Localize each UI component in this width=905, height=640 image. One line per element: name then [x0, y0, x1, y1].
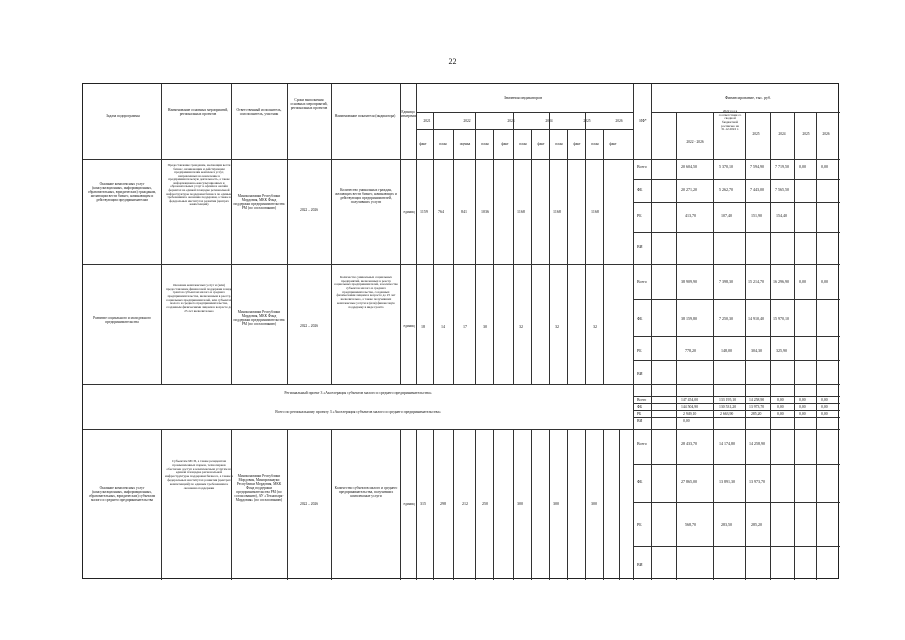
grid-line — [475, 429, 476, 580]
fin-value: 13 891,30 — [719, 479, 735, 484]
year-header: 2026 — [615, 119, 623, 123]
indicator-value: 1168 — [591, 209, 599, 214]
fin-source: ФБ — [637, 316, 643, 321]
grid-line — [633, 464, 840, 465]
fin-value: 15 970,10 — [773, 316, 789, 321]
fin-source: ВИ — [637, 244, 643, 249]
grid-line — [331, 84, 332, 384]
total-value: 130 531,20 — [719, 405, 737, 409]
fin-value: 5 262,70 — [719, 187, 733, 192]
row-exec: Минэкономики Республики Мордовия, МКК Фонд поддержки предпринимательства РМ (по согласованию) — [233, 310, 285, 327]
indicator-value: 298 — [440, 501, 446, 506]
fin-value: 0,00 — [799, 164, 806, 169]
grid-line — [816, 112, 817, 580]
header-fin-year: 2026 — [822, 132, 830, 136]
fin-value: 154,40 — [776, 213, 787, 218]
grid-line — [585, 429, 586, 580]
grid-line — [603, 129, 604, 384]
sub-header: факт — [501, 142, 509, 146]
total-value: 0,00 — [777, 398, 784, 402]
grid-line — [633, 179, 840, 180]
grid-line — [231, 84, 232, 384]
year-header: 2022 — [463, 119, 471, 123]
grid-line — [549, 112, 550, 384]
total-value: 285,20 — [751, 412, 762, 416]
indicator-value: 300 — [517, 501, 523, 506]
grid-line — [567, 129, 568, 384]
fin-value: 285,20 — [751, 522, 762, 527]
header-values-group: Значения индикаторов — [503, 95, 543, 100]
fin-value: 15 214,70 — [748, 279, 764, 284]
header-term: Сроки выполнения основных мероприятий, региональных проектов — [290, 98, 328, 111]
fin-value: 5 370,10 — [719, 164, 733, 169]
grid-line — [567, 429, 568, 580]
grid-line — [713, 112, 714, 580]
total-source: РБ — [637, 412, 642, 416]
indicator-value: 18 — [421, 324, 425, 329]
indicator-value: 1168 — [553, 209, 561, 214]
row-term: 2022 – 2026 — [300, 502, 318, 506]
indicator-value: 212 — [462, 501, 468, 506]
grid-line — [416, 112, 633, 113]
total-value: 133 195,10 — [719, 398, 737, 402]
fin-value: 7 594,90 — [750, 164, 764, 169]
row-term: 2022 – 2026 — [300, 208, 318, 212]
total-value: 0,00 — [799, 405, 806, 409]
sub-header: факт — [419, 142, 427, 146]
total-value: 0,00 — [683, 419, 690, 423]
total-source: ФБ — [637, 405, 643, 409]
grid-line — [676, 112, 677, 580]
grid-line — [531, 129, 532, 384]
grid-line — [633, 336, 840, 337]
grid-line — [633, 232, 840, 233]
indicator-value: 315 — [420, 501, 426, 506]
row-event: Субъектам МСП, а также резидентам промышленных парков, технопарков обеспечен доступ к комплексным услугам на единой площадке региональной инфраструктуры поддержки бизнеса, а также в федеральных институтах развития (центрах компетенций) по единым требованиям к оказанию поддержки — [165, 459, 233, 490]
indicator-value: 1159 — [420, 209, 428, 214]
indicator-table — [82, 83, 839, 579]
fin-value: 7 398,30 — [719, 279, 733, 284]
grid-line — [493, 429, 494, 580]
indicator-value: 300 — [553, 501, 559, 506]
total-value: 0,00 — [799, 398, 806, 402]
row-indicator: Количество уникальных граждан, желающих вести бизнес, начинающих и действующих предпринимателей, получивших услуги — [335, 188, 397, 205]
fin-value: 413,70 — [685, 213, 696, 218]
fin-value: 7 565,50 — [775, 187, 789, 192]
fin-value: 0,00 — [799, 279, 806, 284]
row-unit: единиц — [403, 502, 415, 506]
row-task: Развитие социального и молодежного предпринимательства — [93, 316, 151, 325]
grid-line — [493, 129, 494, 384]
header-source: ИФ* — [639, 119, 647, 123]
grid-line — [83, 429, 840, 430]
grid-line — [416, 129, 633, 130]
row-unit: единиц — [403, 210, 415, 214]
fin-source: РБ — [637, 522, 642, 527]
fin-source: РБ — [637, 348, 642, 353]
header-task: Задача подпрограммы — [106, 114, 140, 118]
grid-line — [513, 429, 514, 580]
sub-header: факт — [537, 142, 545, 146]
grid-line — [633, 202, 840, 203]
grid-line — [531, 429, 532, 580]
sub-header: план — [481, 142, 489, 146]
grid-line — [433, 429, 434, 580]
fin-value: 14 174,80 — [719, 441, 735, 446]
grid-line — [633, 396, 840, 397]
grid-line — [83, 384, 840, 385]
row-exec: Минэкономики Республики Мордовия, Минпромнауки Республики Мордовия, МКК Фонд поддержки предпринимательства РМ (по согласованию), АУ «Технопарк-Мордовия» (по согласованию) — [234, 474, 284, 503]
row-unit: единиц — [403, 324, 415, 328]
grid-line — [161, 84, 162, 384]
row-event: Оказание комплексных услуг и (или) предоставление финансовой поддержки в виде грантов субъектам малого и среднего предпринимательства, включенным в реестр социальных предпринимателей, или субъектам малого и среднего предпринимательства, созданным физическими лицами в возрасте до 25 лет включительно — [165, 283, 233, 313]
fin-source: ВИ — [637, 562, 643, 567]
fin-source: ВИ — [637, 371, 643, 376]
header-exec: Ответственный исполнитель, соисполнитель, участник — [236, 108, 282, 117]
grid-line — [633, 417, 840, 418]
grid-line — [475, 112, 476, 384]
sub-header: план — [439, 142, 447, 146]
fin-value: 7 250,30 — [719, 316, 733, 321]
total-value: 2 949,10 — [683, 412, 697, 416]
year-header: 2025 — [583, 119, 591, 123]
total-value: 2 663,90 — [720, 412, 734, 416]
fin-value: 568,70 — [685, 522, 696, 527]
total-value: 0,00 — [821, 412, 828, 416]
indicator-value: 1036 — [481, 209, 489, 214]
header-fin-year: 2025 — [802, 132, 810, 136]
fin-value: 27 865,00 — [681, 479, 697, 484]
grid-line — [400, 84, 401, 384]
sub-header: план — [591, 142, 599, 146]
grid-line — [453, 129, 454, 384]
sub-header: оценка — [459, 142, 471, 146]
fin-value: 778,20 — [685, 348, 696, 353]
header-fin-note: 2022 год в соответствии со сводной бюджетной росписью на 31.12.2022 г. — [718, 109, 742, 132]
grid-line — [453, 429, 454, 580]
row-task: Оказание комплексных услуг (консультационных, информационных, образовательных, юридических) субъектам малого и среднего предпринимательства — [88, 486, 156, 503]
fin-value: 148,00 — [721, 348, 732, 353]
grid-line — [513, 112, 514, 384]
header-event: Наименование основных мероприятий, региональных проектов — [167, 108, 229, 117]
fin-value: 38 909,90 — [681, 279, 697, 284]
grid-line — [745, 112, 746, 580]
grid-line — [794, 112, 795, 580]
grid-line — [231, 429, 232, 580]
grid-line — [651, 112, 840, 113]
sub-header: план — [555, 142, 563, 146]
grid-line — [400, 429, 401, 580]
fin-value: 13 973,70 — [749, 479, 765, 484]
total-title: Всего по региональному проекту 3 «Акселерация субъектов малого и среднего предпринимательства» — [275, 410, 441, 414]
grid-line — [287, 429, 288, 580]
grid-line — [619, 429, 620, 580]
grid-line — [83, 159, 840, 160]
sub-header: факт — [609, 142, 617, 146]
indicator-value: 764 — [438, 209, 444, 214]
indicator-value: 30 — [483, 324, 487, 329]
fin-source: ФБ — [637, 187, 643, 192]
grid-line — [633, 502, 840, 503]
indicator-value: 250 — [482, 501, 488, 506]
fin-value: 14 258,90 — [749, 441, 765, 446]
total-source: ВИ — [637, 419, 643, 423]
grid-line — [416, 429, 417, 580]
grid-line — [633, 546, 840, 547]
total-value: 0,00 — [821, 398, 828, 402]
fin-source: Всего — [637, 164, 647, 169]
indicator-value: 32 — [519, 324, 523, 329]
year-header: 2023 — [507, 119, 515, 123]
row-term: 2022 – 2026 — [300, 324, 318, 328]
total-value: 0,00 — [799, 412, 806, 416]
grid-line — [633, 403, 840, 404]
header-indicator: Наименование показателя (индикатора) — [334, 114, 396, 118]
total-value: 147 454,00 — [681, 398, 699, 402]
fin-value: 20 604,50 — [681, 164, 697, 169]
total-value: 14 258,90 — [749, 398, 765, 402]
total-value: 144 504,90 — [681, 405, 699, 409]
indicator-value: 32 — [593, 324, 597, 329]
header-fin-year: 2024 — [778, 132, 786, 136]
header-finance-group: Финансирование, тыс. руб. — [724, 95, 772, 100]
row-indicator: Количество уникальных социальных предприятий, включенных в реестр социальных предпринимателей, и количество субъектов малого и среднего предпринимательства, созданных физическими лицами в возрасте до 25 лет включительно, а также получивших комплексные услуги и (или) финансовую поддержку в виде гранта — [333, 275, 399, 309]
fin-value: 14 910,40 — [748, 316, 764, 321]
grid-line — [633, 360, 840, 361]
year-header: 2021 — [423, 119, 431, 123]
grid-line — [83, 264, 840, 265]
section-title: Региональный проект 3 «Акселерация субъектов малого и среднего предпринимательства» — [284, 391, 432, 395]
indicator-value: 32 — [555, 324, 559, 329]
page-number: 22 — [448, 57, 457, 66]
fin-value: 20 271,20 — [681, 187, 697, 192]
row-indicator: Количество субъектов малого и среднего предпринимательства, получивших комплексные услуги — [334, 486, 398, 499]
fin-source: РБ — [637, 213, 642, 218]
fin-value: 0,00 — [821, 164, 828, 169]
indicator-value: 300 — [591, 501, 597, 506]
indicator-value: 1168 — [517, 209, 525, 214]
fin-value: 107,40 — [721, 213, 732, 218]
header-fin-year: 2025 — [752, 132, 760, 136]
fin-value: 28 433,70 — [681, 441, 697, 446]
fin-value: 325,90 — [776, 348, 787, 353]
fin-value: 38 159,80 — [681, 316, 697, 321]
fin-value: 7 719,50 — [775, 164, 789, 169]
sub-header: факт — [573, 142, 581, 146]
header-unit: Единица измерения — [401, 110, 418, 119]
grid-line — [287, 84, 288, 384]
header-fin-period: 2022 - 2026 — [686, 140, 704, 144]
fin-value: 0,00 — [821, 279, 828, 284]
total-source: Всего — [637, 398, 647, 402]
total-value: 13 973,70 — [749, 405, 765, 409]
grid-line — [633, 299, 840, 300]
fin-value: 16 296,90 — [773, 279, 789, 284]
fin-value: 283,50 — [721, 522, 732, 527]
fin-value: 304,30 — [751, 348, 762, 353]
row-event: Предоставление гражданам, желающим вести бизнес, начинающим и действующим предпринимателям комплекса услуг, направленных на вовлечение в предпринимательскую деятельность, а также информационно-консультационных и образовательных услуг в офлайн и онлайн форматах на единой площадке региональной инфраструктуры поддержки бизнеса по единым требованиям к оказанию поддержки, а также в федеральных институтах развития (центрах компетенций) — [166, 163, 232, 207]
fin-value: 7 443,00 — [750, 187, 764, 192]
indicator-value: 14 — [441, 324, 445, 329]
grid-line — [549, 429, 550, 580]
grid-line — [633, 410, 840, 411]
grid-line — [603, 429, 604, 580]
fin-source: ФБ — [637, 479, 643, 484]
sub-header: план — [519, 142, 527, 146]
grid-line — [161, 429, 162, 580]
row-exec: Минэкономики Республики Мордовия, МКК Фонд поддержки предпринимательства РМ (по согласованию) — [233, 194, 285, 211]
grid-line — [331, 429, 332, 580]
fin-source: Всего — [637, 441, 647, 446]
total-value: 0,00 — [777, 405, 784, 409]
indicator-value: 841 — [461, 209, 467, 214]
grid-line — [770, 112, 771, 580]
fin-source: Всего — [637, 279, 647, 284]
row-task: Оказание комплексных услуг (консультационных, информационных, образовательных, юридических) гражданам, желающим вести бизнес, начинающим и действующим предпринимателям — [87, 182, 157, 203]
grid-line — [433, 112, 434, 384]
year-header: 2024 — [545, 119, 553, 123]
indicator-value: 17 — [463, 324, 467, 329]
total-value: 0,00 — [777, 412, 784, 416]
total-value: 0,00 — [821, 405, 828, 409]
grid-line — [585, 112, 586, 384]
fin-value: 151,90 — [751, 213, 762, 218]
